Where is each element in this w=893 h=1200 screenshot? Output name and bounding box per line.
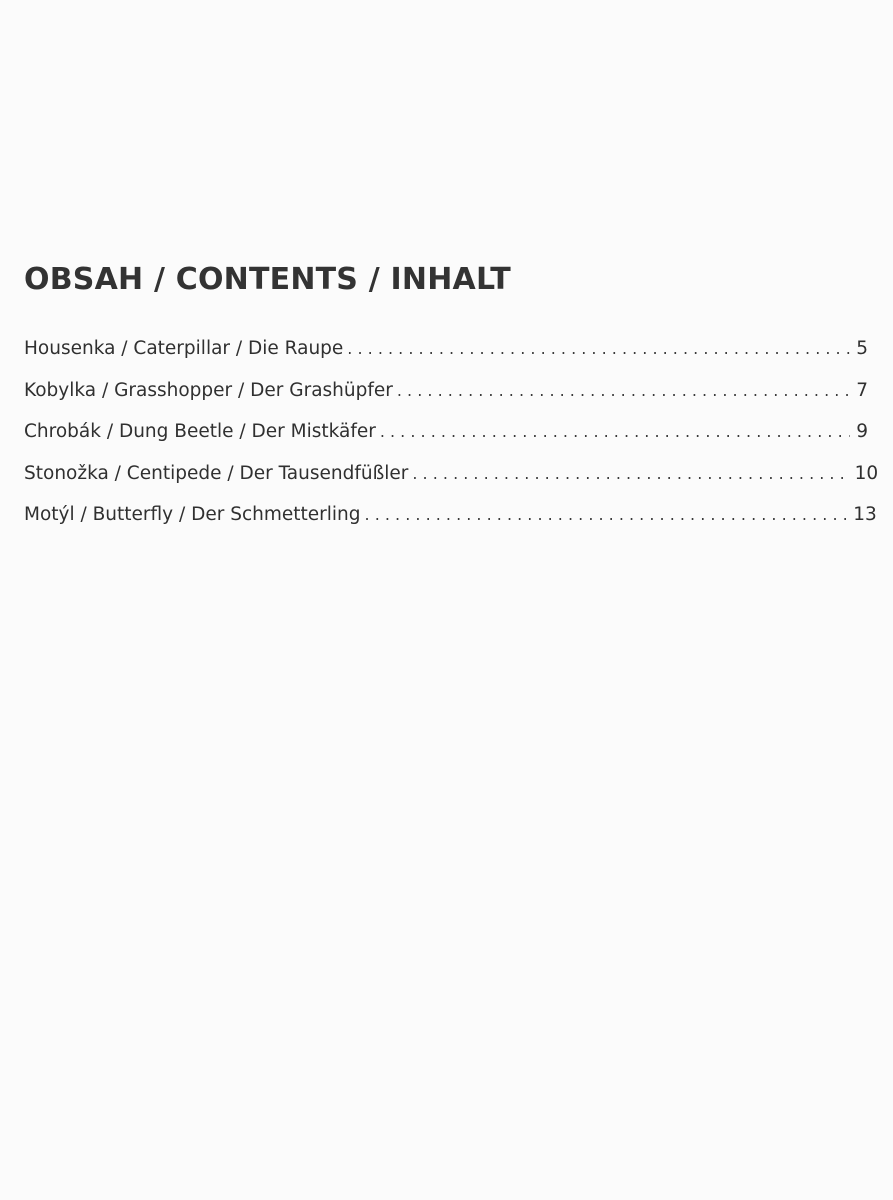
toc-entry-title: Stonožka / Centipede / Der Tausendfüßler <box>24 462 409 484</box>
toc-entry-page: 9 <box>856 421 868 442</box>
toc-entry <box>24 462 879 505</box>
toc-entry <box>24 504 877 546</box>
toc-entry-title: Motýl / Butterfly / Der Schmetterling <box>24 504 361 525</box>
toc-entry-title: Chrobák / Dung Beetle / Der Mistkäfer <box>24 421 376 442</box>
toc-entry-page: 13 <box>853 504 877 525</box>
toc-entry-title: Kobylka / Grasshopper / Der Grashüpfer <box>24 379 393 401</box>
toc-dot-leader <box>397 381 850 400</box>
table-of-contents <box>24 338 879 546</box>
toc-dot-leader <box>365 505 848 524</box>
toc-entry <box>24 338 868 380</box>
toc-dot-leader <box>412 464 848 483</box>
toc-entry-page: 5 <box>856 338 868 359</box>
toc-entry <box>24 380 868 422</box>
toc-entry <box>24 421 868 463</box>
toc-dot-leader <box>380 422 850 441</box>
toc-entry-title: Housenka / Caterpillar / Die Raupe <box>24 338 344 359</box>
toc-entry-page: 7 <box>856 379 868 401</box>
contents-heading: OBSAH / CONTENTS / INHALT <box>24 262 511 297</box>
toc-entry-page: 10 <box>854 462 879 484</box>
toc-dot-leader <box>347 339 850 358</box>
